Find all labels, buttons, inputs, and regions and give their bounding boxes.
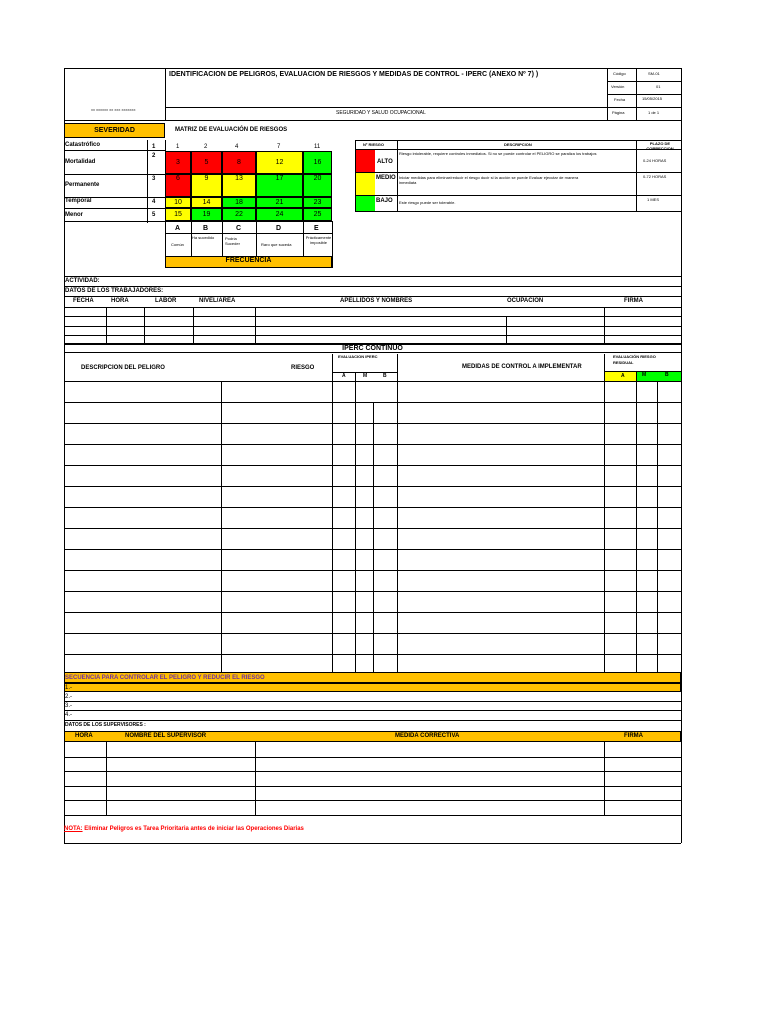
matrix-cell: 15 — [165, 208, 191, 221]
risk-desc-medium: Iniciar medidas para eliminar/reducir el riesgo ducir si la acción se puede Evaluar ejecutar de manera inmediata — [399, 175, 579, 186]
risk-time-medium: 0-72 HORAS — [643, 174, 667, 179]
footer-note — [64, 826, 304, 832]
matrix-cell: 21 — [256, 197, 303, 208]
matrix-cell: 9 — [191, 174, 222, 197]
frequency-bar: FRECUENCIA — [165, 256, 332, 268]
matrix-cell: 25 — [303, 208, 332, 221]
sequence-item-1: 1.- — [65, 685, 73, 691]
matrix-cell: 19 — [191, 208, 222, 221]
residual-letter-m: M — [642, 372, 647, 378]
freq-desc-b: Ha sucedido — [192, 235, 215, 240]
matrix-cell: 5 — [191, 151, 222, 174]
meta-label-date: Fecha — [614, 97, 626, 102]
supervisor-col-name: NOMBRE DEL SUPERVISOR — [125, 733, 207, 739]
worker-col-date: FECHA — [73, 298, 94, 304]
residual-letter-b: B — [665, 372, 669, 378]
matrix-cell: 6 — [165, 174, 191, 197]
matrix-title: MATRIZ DE EVALUACIÓN DE RIESGOS — [175, 127, 288, 133]
risk-level-low: BAJO — [376, 198, 393, 204]
supervisor-col-signature: FIRMA — [624, 733, 643, 739]
meta-label-version: Versión — [611, 84, 625, 89]
residual-letter-a: A — [621, 373, 625, 379]
matrix-cell: 12 — [256, 151, 303, 174]
legend-col-desc: DESCRIPCION — [504, 142, 532, 147]
freq-desc-d: Raro que suceda — [261, 242, 292, 247]
eval-letter-m: M — [363, 373, 368, 379]
sequence-item-1-bar — [64, 683, 681, 692]
freq-letter-b: B — [203, 225, 209, 232]
risk-color-low — [356, 196, 375, 211]
freq-letter-c: C — [236, 225, 242, 232]
footer-note-text: Eliminar Peligros es Tarea Prioritaria antes de iniciar las Operaciones Diarias — [82, 826, 304, 832]
severity-num-3: 3 — [152, 176, 156, 182]
sequence-item-2: 2.- — [65, 694, 73, 700]
severity-label-permanente: Permanente — [65, 182, 100, 188]
matrix-cell: 3 — [165, 151, 191, 174]
meta-value-page: 1 de 1 — [648, 110, 660, 115]
footer-note-prefix: NOTA: — [64, 826, 83, 832]
severity-label-temporal: Temporal — [65, 198, 92, 204]
worker-col-signature: FIRMA — [624, 298, 643, 304]
iperc-col-measures: MEDIDAS DE CONTROL A IMPLEMENTAR — [462, 364, 582, 370]
meta-label-page: Página — [612, 110, 625, 115]
sequence-title: SECUENCIA PARA CONTROLAR EL PELIGRO Y REDUCIR EL RIESGO — [65, 675, 265, 681]
legend-col-level: Nº RIESGO — [363, 142, 385, 147]
frame-top — [64, 68, 681, 69]
matrix-cell: 23 — [303, 197, 332, 208]
matrix-cell: 14 — [191, 197, 222, 208]
iperc-col-risk: RIESGO — [291, 365, 315, 371]
severity-label-menor: Menor — [65, 212, 83, 218]
freq-letter-a: A — [175, 225, 181, 232]
meta-value-version: 01 — [656, 84, 661, 89]
risk-time-low: 1 MES — [647, 197, 660, 202]
workers-label: DATOS DE LOS TRABAJADORES: — [65, 288, 164, 294]
supervisor-col-measure: MEDIDA CORRECTIVA — [395, 733, 460, 739]
iperc-col-hazard: DESCRIPCION DEL PELIGRO — [81, 365, 165, 371]
meta-value-date: 15/05/2015 — [642, 96, 663, 101]
risk-desc-high: Riesgo intolerable, requiere controles inmediatos. Si no se puede controlar el PELIGRO se paraliza los trabajos — [399, 151, 597, 156]
severity-num-2: 2 — [152, 153, 156, 159]
risk-color-high — [356, 150, 375, 172]
risk-color-medium — [356, 173, 375, 195]
matrix-top-num-3: 4 — [235, 144, 239, 150]
matrix-cell: 20 — [303, 174, 332, 197]
iperc-eval-label: EVALUACION IPERC — [338, 354, 378, 359]
worker-col-time: HORA — [111, 298, 129, 304]
severity-label-catastrofico: Catastrófico — [65, 142, 101, 148]
matrix-cell: 18 — [222, 197, 256, 208]
meta-label-code: Código — [613, 71, 626, 76]
severity-header: SEVERIDAD — [64, 123, 165, 138]
matrix-cell: 17 — [256, 174, 303, 197]
matrix-top-num-5: 11 — [314, 144, 321, 150]
worker-col-level: NIVEL/AREA — [199, 298, 236, 304]
supervisor-col-time: HORA — [75, 733, 93, 739]
supervisors-label: DATOS DE LOS SUPERVISORES : — [65, 722, 146, 728]
matrix-top-num-4: 7 — [277, 144, 281, 150]
meta-value-code: SM-01 — [648, 71, 660, 76]
eval-letter-a: A — [342, 373, 346, 379]
matrix-top-num-1: 1 — [176, 144, 180, 150]
iperc-residual-label: EVALUACIÓN RIESGO RESIDUAL — [613, 354, 656, 366]
matrix-cell: 16 — [303, 151, 332, 174]
sequence-item-3: 3.- — [65, 703, 73, 709]
worker-col-names: APELLIDOS Y NOMBRES — [340, 298, 413, 304]
frame-right — [681, 68, 682, 843]
freq-letter-e: E — [314, 225, 319, 232]
document-subtitle: SEGURIDAD Y SALUD OCUPACIONAL — [336, 110, 426, 116]
frame-bottom — [64, 843, 681, 844]
risk-level-medium: MEDIO — [376, 175, 396, 181]
eval-letter-b: B — [383, 373, 387, 379]
header-left-note: xx xxxxxx xx xxx xxxxxxx — [91, 107, 136, 112]
freq-desc-e: Prácticamente imposible — [305, 235, 332, 246]
matrix-cell: 22 — [222, 208, 256, 221]
activity-label: ACTIVIDAD: — [65, 278, 100, 284]
matrix-cell: 24 — [256, 208, 303, 221]
severity-num-5: 5 — [152, 212, 156, 218]
freq-desc-a: Común — [171, 242, 184, 247]
matrix-cell: 13 — [222, 174, 256, 197]
freq-desc-c: Podría Suceder — [225, 236, 240, 247]
risk-level-high: ALTO — [377, 159, 393, 165]
iperc-title: IPERC CONTINUO — [64, 344, 681, 353]
worker-col-occupation: OCUPACION — [507, 298, 544, 304]
freq-letter-d: D — [276, 225, 282, 232]
legend-col-time: PLAZO DE CORRECCION — [646, 141, 674, 152]
worker-col-labor: LABOR — [155, 298, 177, 304]
severity-num-4: 4 — [152, 199, 156, 205]
matrix-cell: 8 — [222, 151, 256, 174]
risk-time-high: 0-24 HORAS — [643, 158, 667, 163]
matrix-top-num-2: 2 — [204, 144, 208, 150]
severity-num-1: 1 — [152, 144, 156, 150]
matrix-cell: 10 — [165, 197, 191, 208]
sequence-item-4: 4.- — [65, 712, 73, 718]
document-title: IDENTIFICACION DE PELIGROS, EVALUACION DE RIESGOS Y MEDIDAS DE CONTROL - IPERC (ANEXO Nº 7) ) — [169, 71, 539, 78]
severity-label-mortalidad: Mortalidad — [65, 159, 96, 165]
risk-desc-low: Este riesgo puede ser tolerable. — [399, 200, 456, 205]
